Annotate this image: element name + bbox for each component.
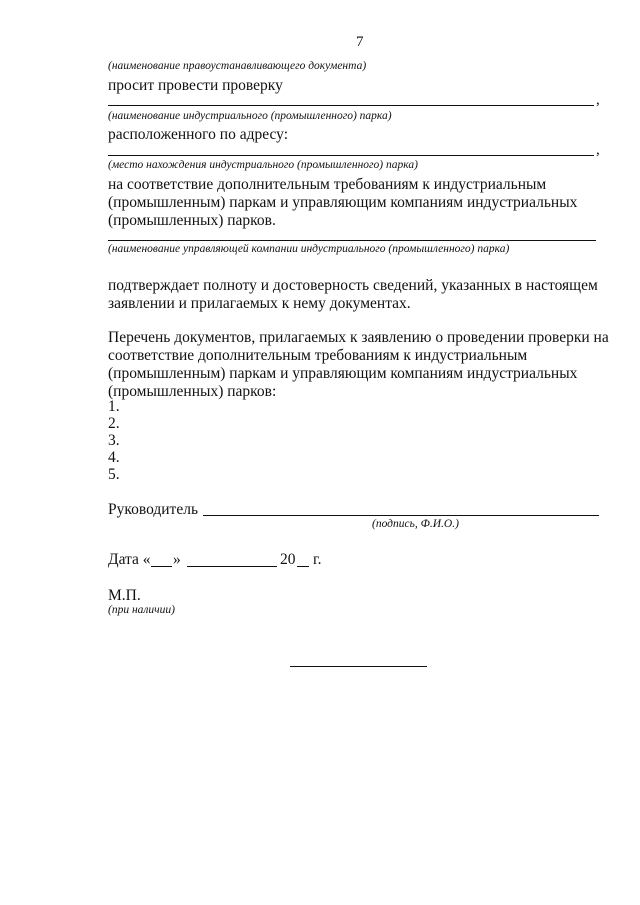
caption-company-name: (наименование управляющей компании индустриального (промышленного) парка)	[108, 243, 510, 255]
list-intro-line-1: Перечень документов, прилагаемых к заявлению о проведении проверки на	[108, 329, 609, 346]
year-suffix: г.	[313, 551, 322, 568]
company-name-line	[108, 240, 596, 241]
list-intro-line-4: (промышленных) парков:	[108, 383, 277, 400]
year-prefix: 20	[280, 551, 296, 568]
date-day-line	[151, 566, 172, 567]
signature-line	[203, 515, 599, 516]
list-item: 3.	[108, 432, 120, 449]
caption-stamp-note: (при наличии)	[108, 604, 175, 616]
list-item: 5.	[108, 466, 120, 483]
located-at-text: расположенного по адресу:	[108, 126, 288, 143]
date-year-line	[297, 566, 309, 567]
compliance-line-2: (промышленным) паркам и управляющим компаниям индустриальных	[108, 194, 578, 211]
date-month-line	[187, 566, 277, 567]
park-location-comma: ,	[596, 142, 600, 158]
date-label: Дата «	[108, 551, 151, 568]
confirms-line-2: заявлении и прилагаемых к нему документах.	[108, 295, 411, 312]
confirms-line-1: подтверждает полноту и достоверность сведений, указанных в настоящем	[108, 277, 598, 294]
compliance-line-1: на соответствие дополнительным требованиям к индустриальным	[108, 176, 547, 193]
list-intro-line-3: (промышленным) паркам и управляющим компаниям индустриальных	[108, 365, 578, 382]
stamp-label: М.П.	[108, 587, 141, 604]
head-label: Руководитель	[108, 501, 199, 518]
page-number: 7	[356, 34, 364, 50]
caption-signature: (подпись, Ф.И.О.)	[372, 518, 459, 530]
end-divider	[290, 666, 427, 667]
request-text: просит провести проверку	[108, 77, 283, 94]
caption-park-name: (наименование индустриального (промышленного) парка)	[108, 110, 392, 122]
park-name-comma: ,	[596, 92, 600, 108]
compliance-line-3: (промышленных) парков.	[108, 212, 276, 229]
date-close-quote: »	[173, 551, 181, 568]
list-intro-line-2: соответствие дополнительным требованиям к индустриальным	[108, 347, 528, 364]
list-item: 2.	[108, 415, 120, 432]
park-location-line	[108, 155, 594, 156]
park-name-line	[108, 105, 594, 106]
list-item: 1.	[108, 398, 120, 415]
caption-title-document: (наименование правоустанавливающего документа)	[108, 60, 367, 72]
caption-park-location: (место нахождения индустриального (промышленного) парка)	[108, 159, 418, 171]
list-item: 4.	[108, 449, 120, 466]
